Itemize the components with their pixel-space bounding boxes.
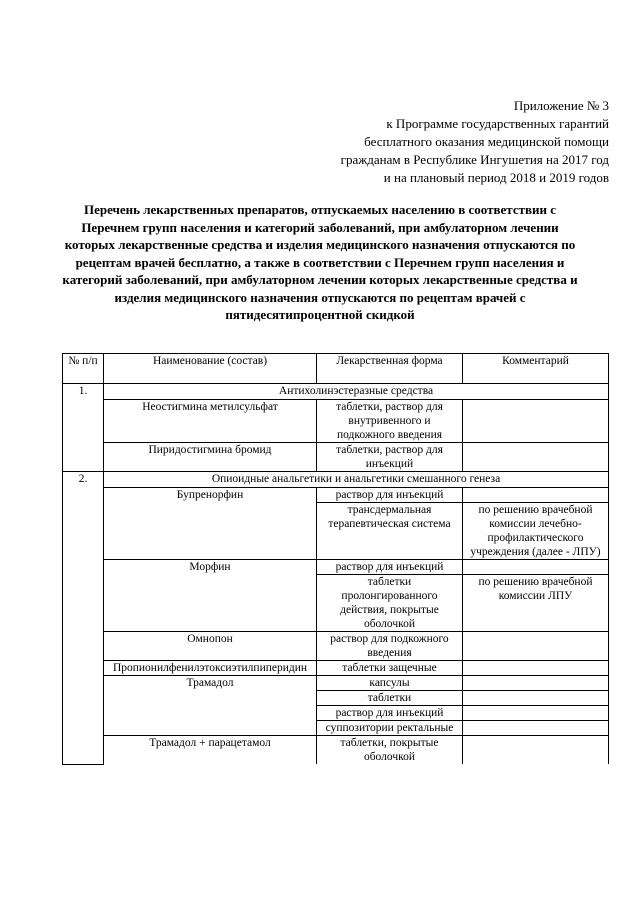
header-comment: Комментарий bbox=[463, 354, 609, 384]
drug-name: Трамадол bbox=[104, 676, 317, 736]
drug-comment bbox=[463, 400, 609, 443]
drug-form: таблетки, раствор для инъекций bbox=[317, 443, 463, 472]
appendix-line: и на плановый период 2018 и 2019 годов bbox=[383, 170, 609, 185]
table-row bbox=[63, 443, 609, 472]
drug-form: раствор для инъекций bbox=[317, 706, 463, 721]
group-row bbox=[63, 472, 609, 488]
table-row bbox=[63, 400, 609, 443]
group-num: 1. bbox=[63, 384, 104, 472]
drug-form: капсулы bbox=[317, 676, 463, 691]
drug-comment bbox=[463, 560, 609, 575]
drug-form: раствор для подкожного введения bbox=[317, 632, 463, 661]
drug-list-table bbox=[62, 353, 609, 765]
table-header-row bbox=[63, 354, 609, 384]
group-title: Антихолинэстеразные средства bbox=[104, 384, 609, 400]
drug-form: раствор для инъекций bbox=[317, 560, 463, 575]
table-row bbox=[63, 488, 609, 503]
drug-name: Омнопон bbox=[104, 632, 317, 661]
drug-comment: по решению врачебной комиссии ЛПУ bbox=[463, 575, 609, 632]
table-row bbox=[63, 661, 609, 676]
drug-comment bbox=[463, 661, 609, 676]
drug-comment bbox=[463, 736, 609, 765]
drug-form: суппозитории ректальные bbox=[317, 721, 463, 736]
drug-form: раствор для инъекций bbox=[317, 488, 463, 503]
drug-comment bbox=[463, 632, 609, 661]
header-form: Лекарственная форма bbox=[317, 354, 463, 384]
appendix-line: к Программе государственных гарантий bbox=[386, 116, 609, 131]
header-num: № п/п bbox=[63, 354, 104, 384]
drug-name: Бупренорфин bbox=[104, 488, 317, 560]
drug-form: таблетки bbox=[317, 691, 463, 706]
drug-form: таблетки защечные bbox=[317, 661, 463, 676]
drug-name: Трамадол + парацетамол bbox=[104, 736, 317, 765]
drug-form: трансдермальная терапевтическая система bbox=[317, 503, 463, 560]
document-title: Перечень лекарственных препаратов, отпускаемых населению в соответствии с Перечнем групп населения и категорий заболеваний, при амбулаторном лечении которых лекарственные средства и изделия медицинского назначения отпускаются по рецептам врачей бесплатно, а также в соответствии с Перечнем групп населения и категорий заболеваний, при амбулаторном лечении которых лекарственные средства и изделия медицинского назначения отпускаются по рецептам врачей с пятидесятипроцентной скидкой bbox=[62, 202, 578, 322]
group-num: 2. bbox=[63, 472, 104, 765]
drug-comment bbox=[463, 676, 609, 691]
appendix-line: бесплатного оказания медицинской помощи bbox=[364, 134, 609, 149]
table-row bbox=[63, 560, 609, 575]
appendix-line: гражданам в Республике Ингушетия на 2017 год bbox=[340, 152, 609, 167]
drug-name: Пропионилфенилэтоксиэтилпиперидин bbox=[104, 661, 317, 676]
table-row bbox=[63, 632, 609, 661]
drug-comment bbox=[463, 443, 609, 472]
appendix-header bbox=[341, 97, 609, 187]
group-row bbox=[63, 384, 609, 400]
drug-form: таблетки, покрытые оболочкой bbox=[317, 736, 463, 765]
drug-comment bbox=[463, 706, 609, 721]
drug-name: Морфин bbox=[104, 560, 317, 632]
group-title: Опиоидные анальгетики и анальгетики смешанного генеза bbox=[104, 472, 609, 488]
drug-name: Неостигмина метилсульфат bbox=[104, 400, 317, 443]
appendix-line: Приложение № 3 bbox=[513, 98, 609, 113]
header-name: Наименование (состав) bbox=[104, 354, 317, 384]
drug-form: таблетки, раствор для внутривенного и подкожного введения bbox=[317, 400, 463, 443]
drug-comment bbox=[463, 691, 609, 706]
drug-form: таблетки пролонгированного действия, покрытые оболочкой bbox=[317, 575, 463, 632]
drug-comment bbox=[463, 721, 609, 736]
drug-name: Пиридостигмина бромид bbox=[104, 443, 317, 472]
drug-comment: по решению врачебной комиссии лечебно-профилактического учреждения (далее - ЛПУ) bbox=[463, 503, 609, 560]
table-row bbox=[63, 676, 609, 691]
drug-comment bbox=[463, 488, 609, 503]
table-row bbox=[63, 736, 609, 765]
